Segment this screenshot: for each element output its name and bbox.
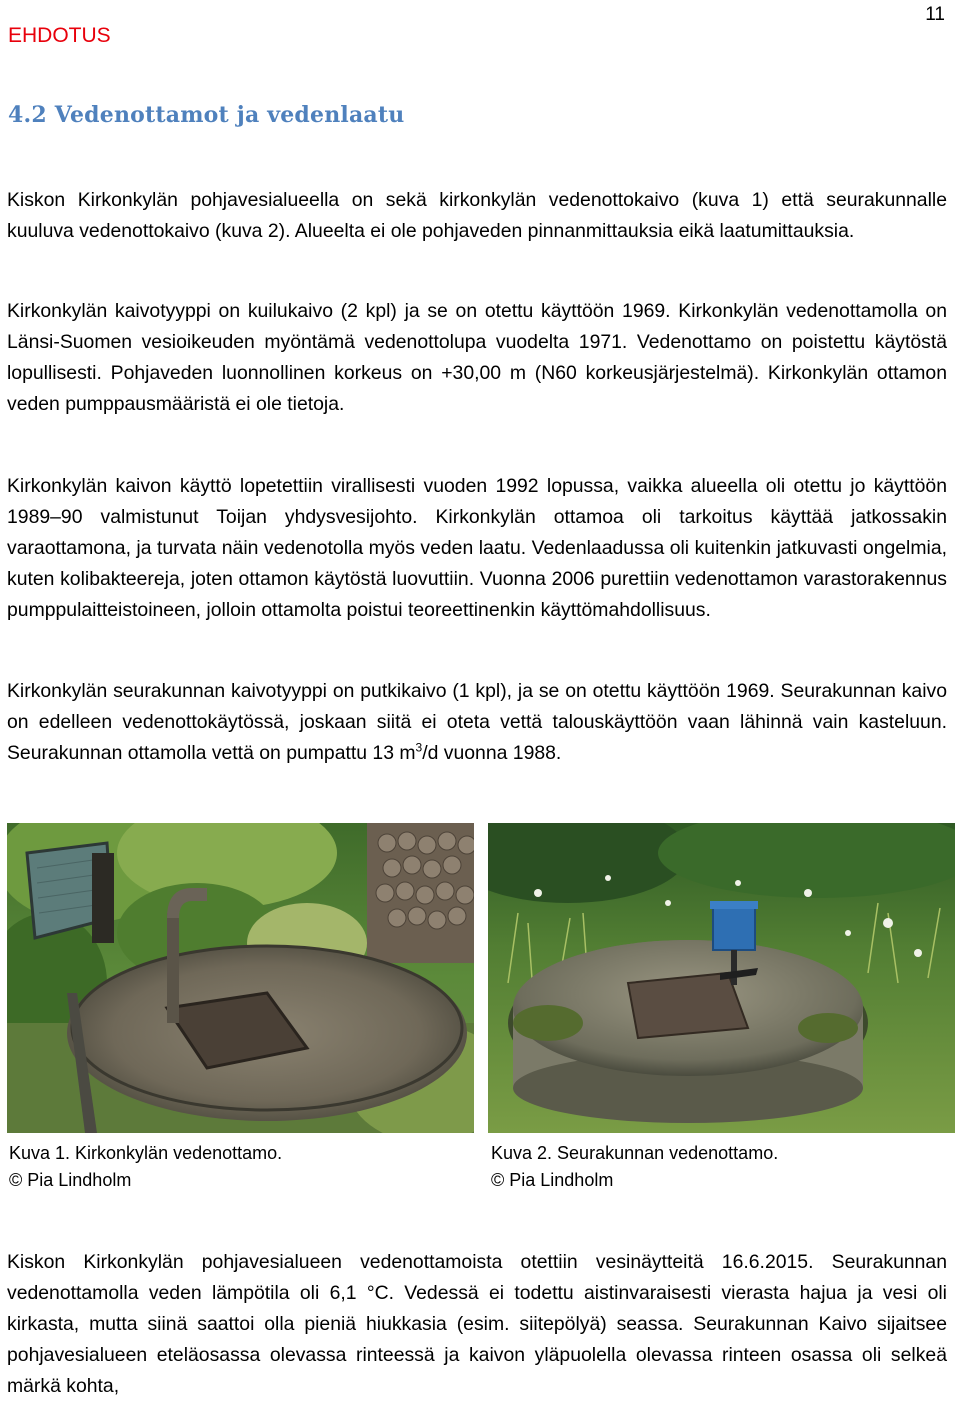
- paragraph-1-text: Kiskon Kirkonkylän pohjavesialueella on sekä kirkonkylän vedenottokaivo (kuva 1) että seurakunnalle kuuluva vedenottokaivo (kuva 2). Alueelta ei ole pohjaveden pinnanmittauksia eikä laatumittauksia.: [7, 189, 947, 242]
- page-number: 11: [925, 4, 945, 25]
- paragraph-5-text: Kiskon Kirkonkylän pohjavesialueen vedenottamoista otettiin vesinäytteitä 16.6.2015. Seurakunnan vedenottamolla veden lämpötila oli 6,1 °C. Vedessä ei todettu aistinvaraisesti vierasta hajua ja vesi oli kirkasta, mutta siinä saattoi olla pieniä hiukkasia (esim. siitepölyä) seassa. Seurakunnan Kaivo sijaitsee pohjavesialueen eteläosassa olevassa rinteessä ja kaivon yläpuolella olevassa rinteen osassa oli selkeä märkä kohta,: [7, 1251, 947, 1397]
- paragraph-3: [7, 471, 947, 626]
- photo-seurakunta-well: [488, 823, 955, 1133]
- figure-1-credit: © Pia Lindholm: [9, 1170, 132, 1190]
- draft-label: EHDOTUS: [8, 24, 111, 47]
- figure-1-title: Kuva 1. Kirkonkylän vedenottamo.: [9, 1143, 283, 1163]
- paragraph-4-main: Kirkonkylän seurakunnan kaivotyyppi on putkikaivo (1 kpl), ja se on otettu käyttöön 1969. Seurakunnan kaivo on edelleen vedenottokäytössä, joskaan siitä ei oteta vettä talouskäyttöön vaan lähinnä vain kasteluun. Seurakunnan ottamolla vettä on pumpattu 13 m: [7, 680, 947, 764]
- paragraph-3-text: Kirkonkylän kaivon käyttö lopetettiin virallisesti vuoden 1992 lopussa, vaikka alueella oli otettu jo käyttöön 1989–90 valmistunut Toijan yhdysvesijohto. Kirkonkylän ottamoa oli tarkoitus käyttää jatkossakin varaottamona, ja turvata näin vedenotolla myös veden laatu. Vedenlaadussa oli kuitenkin jatkuvasti ongelmia, kuten kolibakteereja, joten ottamon käytöstä luovuttiin. Vuonna 2006 purettiin vedenottamon varastorakennus pumppulaitteistoineen, jolloin ottamolta poistui teoreettinenkin käyttömahdollisuus.: [7, 475, 947, 621]
- figure-2-caption: [491, 1140, 778, 1194]
- paragraph-2: [7, 296, 947, 420]
- figure-2-credit: © Pia Lindholm: [491, 1170, 614, 1190]
- figure-1-caption: [9, 1140, 282, 1194]
- paragraph-4-text: [7, 676, 947, 769]
- paragraph-5: [7, 1247, 947, 1402]
- paragraph-2-text: Kirkonkylän kaivotyyppi on kuilukaivo (2 kpl) ja se on otettu käyttöön 1969. Kirkonkylän vedenottamolla on Länsi-Suomen vesioikeuden myöntämä vedenottolupa vuodelta 1971. Vedenottamo on poistettu käytöstä lopullisesti. Pohjaveden luonnollinen korkeus on +30,00 m (N60 korkeusjärjestelmä). Kirkonkylän ottamon veden pumppausmääristä ei ole tietoja.: [7, 300, 947, 415]
- paragraph-1: [7, 185, 947, 247]
- paragraph-4: [7, 676, 947, 769]
- photo-kirkonkyla-well: [7, 823, 474, 1133]
- superscript-3: 3: [415, 740, 423, 755]
- figure-2-title: Kuva 2. Seurakunnan vedenottamo.: [491, 1143, 779, 1163]
- paragraph-4-tail: /d vuonna 1988.: [422, 742, 562, 764]
- section-heading: 4.2 Vedenottamot ja vedenlaatu: [8, 102, 405, 128]
